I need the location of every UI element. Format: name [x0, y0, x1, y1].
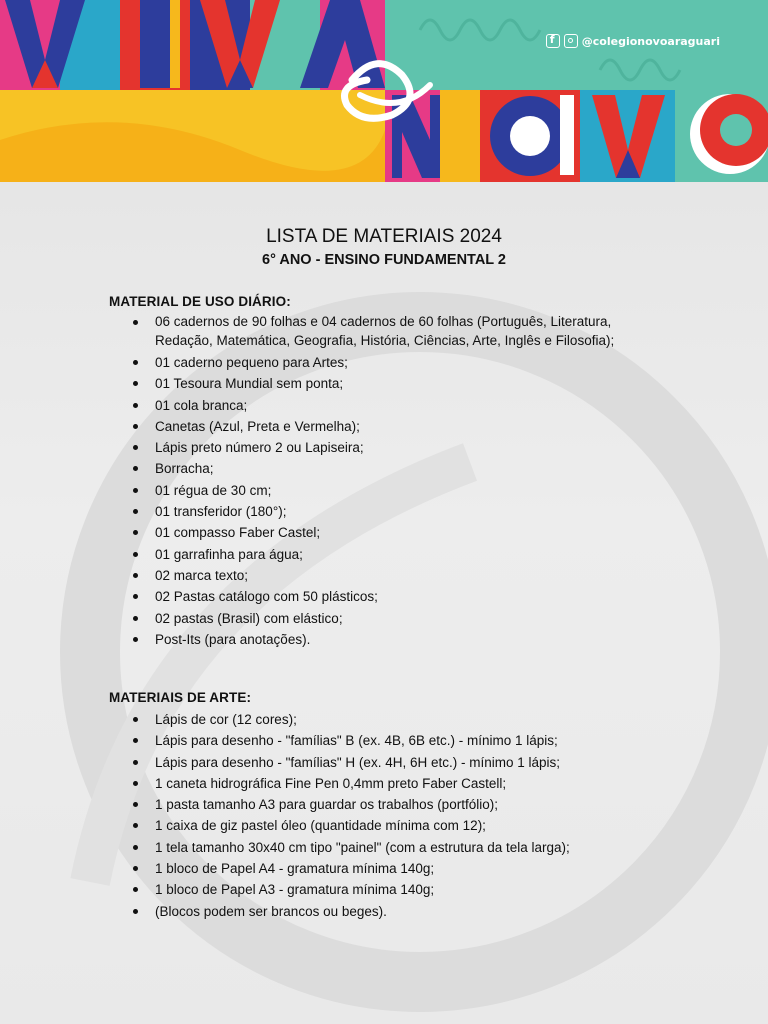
list-item: Lápis de cor (12 cores);	[109, 709, 669, 730]
list-item: 06 cadernos de 90 folhas e 04 cadernos de 60 folhas (Português, Literatura, Redação, Matemática, Geografia, História, Ciências, Arte, Inglês e Filosofia);	[109, 313, 669, 352]
list-item: 01 transferidor (180°);	[109, 501, 669, 522]
facebook-icon[interactable]	[546, 34, 560, 48]
list-item: 01 garrafinha para água;	[109, 544, 669, 565]
list-item: 01 Tesoura Mundial sem ponta;	[109, 373, 669, 394]
section-heading: MATERIAL DE USO DIÁRIO:	[109, 294, 291, 309]
list-item: 1 caixa de giz pastel óleo (quantidade mínima com 12);	[109, 815, 669, 836]
list-item: 1 caneta hidrográfica Fine Pen 0,4mm preto Faber Castell;	[109, 773, 669, 794]
list-item: Canetas (Azul, Preta e Vermelha);	[109, 416, 669, 437]
page-title: LISTA DE MATERIAIS 2024	[266, 226, 502, 247]
instagram-icon[interactable]	[564, 34, 578, 48]
section-art-materials	[109, 690, 669, 922]
list-item: 01 caderno pequeno para Artes;	[109, 352, 669, 373]
list-item: Lápis para desenho - "famílias" H (ex. 4H, 6H etc.) - mínimo 1 lápis;	[109, 752, 669, 773]
list-item: (Blocos podem ser brancos ou beges).	[109, 901, 669, 922]
list-item: 1 bloco de Papel A4 - gramatura mínima 140g;	[109, 858, 669, 879]
section-heading: MATERIAIS DE ARTE:	[109, 690, 252, 705]
list-item: 1 tela tamanho 30x40 cm tipo "painel" (com a estrutura da tela larga);	[109, 837, 669, 858]
list-item: 1 bloco de Papel A3 - gramatura mínima 140g;	[109, 879, 669, 900]
list-item: 02 Pastas catálogo com 50 plásticos;	[109, 586, 669, 607]
section-daily-materials	[109, 294, 669, 650]
list-item: Post-Its (para anotações).	[109, 629, 669, 650]
header-banner	[0, 0, 768, 182]
social-handle-group	[546, 34, 720, 48]
list-item: Lápis para desenho - "famílias" B (ex. 4B, 6B etc.) - mínimo 1 lápis;	[109, 730, 669, 751]
material-list	[109, 709, 669, 922]
viva-o-novo-logo	[0, 0, 768, 182]
list-item: Lápis preto número 2 ou Lapiseira;	[109, 437, 669, 458]
document	[0, 182, 768, 1024]
material-list	[109, 313, 669, 650]
list-item: 01 cola branca;	[109, 395, 669, 416]
list-item: Borracha;	[109, 458, 669, 479]
list-item: 02 marca texto;	[109, 565, 669, 586]
list-item: 01 compasso Faber Castel;	[109, 522, 669, 543]
list-item: 01 régua de 30 cm;	[109, 480, 669, 501]
page-subtitle: 6° ANO - ENSINO FUNDAMENTAL 2	[262, 252, 506, 268]
social-handle[interactable]: @colegionovoaraguari	[581, 34, 720, 48]
list-item: 1 pasta tamanho A3 para guardar os trabalhos (portfólio);	[109, 794, 669, 815]
list-item: 02 pastas (Brasil) com elástico;	[109, 608, 669, 629]
